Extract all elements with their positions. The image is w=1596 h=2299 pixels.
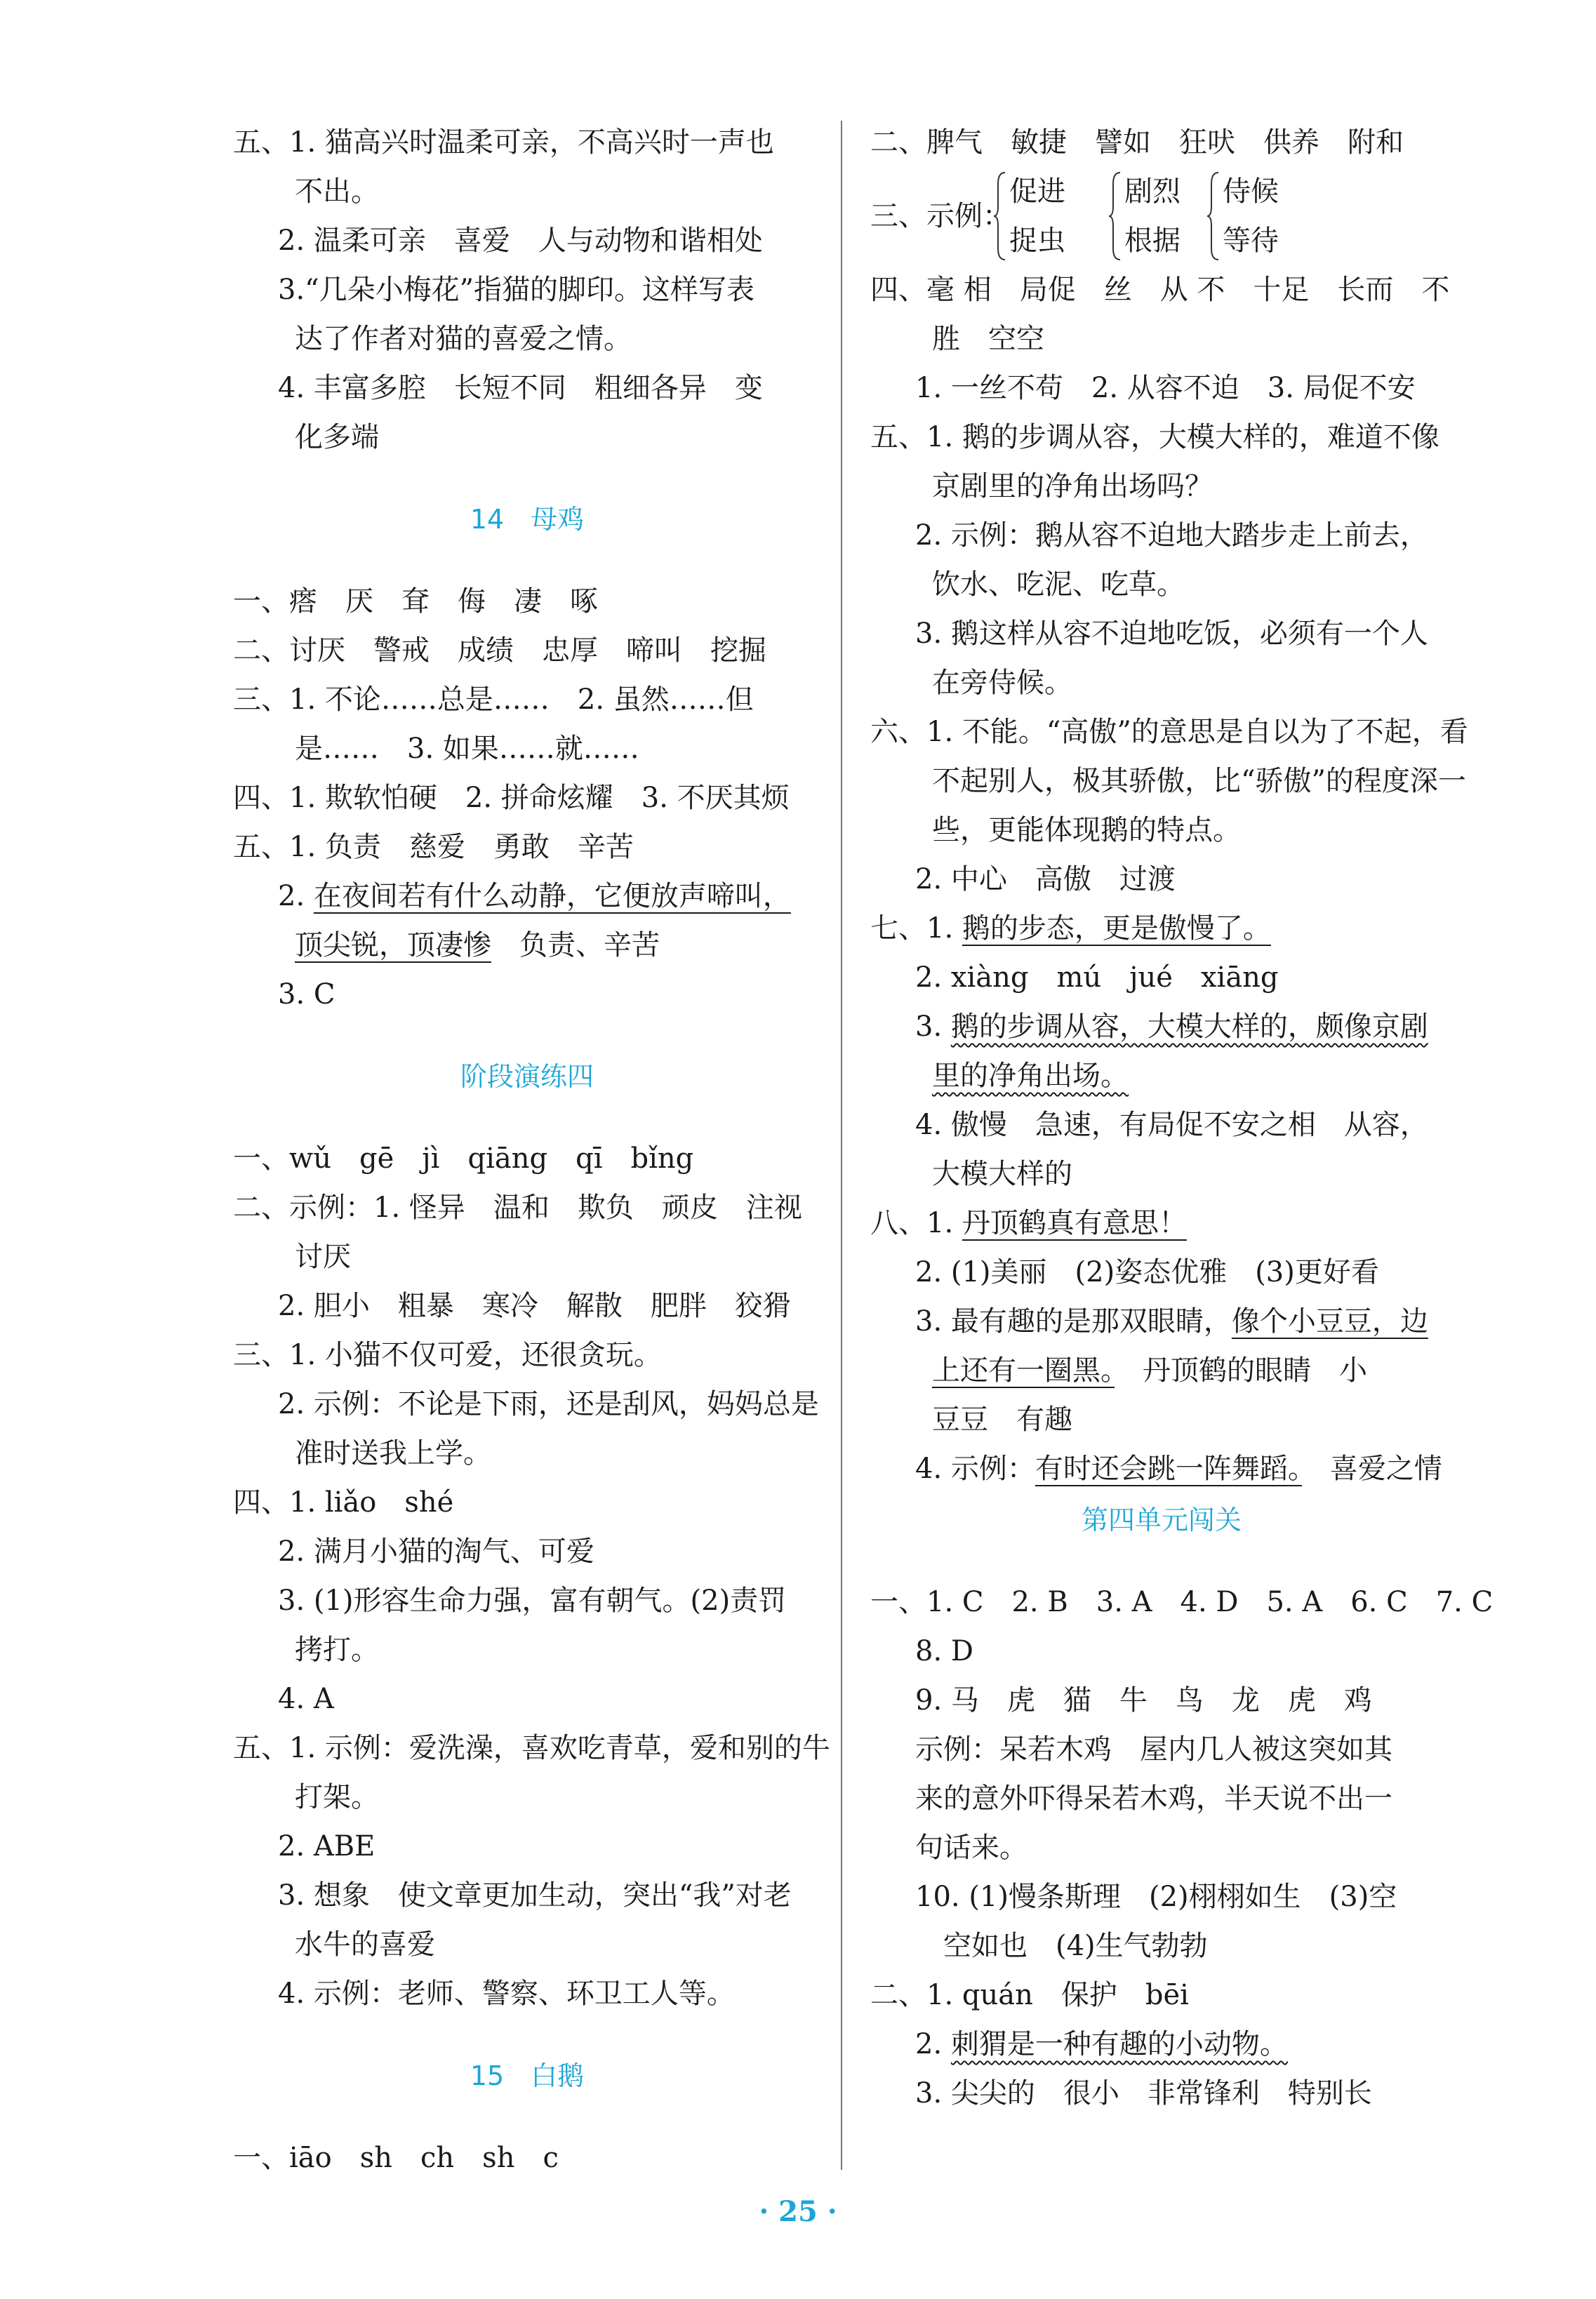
answer-line: 2. xiàng mú jué xiāng [915,961,1279,994]
word: 侍候 [1223,175,1279,208]
answer-line: 4. A [278,1683,334,1715]
answer-line: 七、1. 鹅的步态，更是傲慢了。 [870,912,1271,945]
answer-line: 化多端 [295,421,379,453]
answer-line: 二、讨厌 警戒 成绩 忠厚 啼叫 挖掘 [233,634,766,667]
answer-line: 2. 温柔可亲 喜爱 人与动物和谐相处 [278,225,763,257]
answer-line: 一、1. C 2. B 3. A 4. D 5. A 6. C 7. C [870,1586,1494,1618]
answer-line: 3. 鹅这样从容不迫地吃饭，必须有一个人 [915,618,1428,650]
heading-stage-4: 阶段演练四 [460,1061,594,1092]
underlined-text: 有时还会跳一阵舞蹈。 [1035,1453,1302,1485]
answer-line: 八、1. 丹顶鹤真有意思！ [870,1207,1187,1239]
section-unit4-answers [870,1578,1494,2020]
answer-line: 五、1. 负责 慈爱 勇敢 辛苦 [233,831,634,863]
answer-line: 句话来。 [915,1832,1028,1864]
underlined-text: 在夜间若有什么动静，它便放声啼叫， [313,880,791,912]
answer-line: 四、1. liǎo shé [233,1486,454,1519]
answer-line: 8. D [915,1635,973,1667]
answer-line: 3. 尖尖的 很小 非常锋利 特别长 [915,2077,1372,2110]
left-brace-icon [1207,170,1221,262]
answer-line: 饮水、吃泥、吃草。 [932,568,1185,601]
answer-line: 在旁侍候。 [932,667,1072,699]
word: 促进 [1009,175,1065,208]
example-word-groups [870,167,1453,265]
answer-line: 4. 示例：有时还会跳一阵舞蹈。 喜爱之情 [915,1453,1442,1485]
answer-line: 达了作者对猫的喜爱之情。 [295,323,632,355]
answer-line: 4. 傲慢 急速，有局促不安之相 从容， [915,1109,1428,1141]
answer-line: 空如也 (4)生气勃勃 [943,1930,1208,1962]
answer-line: 2. 刺猬是一种有趣的小动物。 [915,2028,1288,2060]
answer-line: 五、1. 鹅的步调从容，大模大样的，难道不像 [870,421,1439,453]
answer-line: 2. 胆小 粗暴 寒冷 解散 肥胖 狡猾 [278,1290,791,1322]
answer-line: 些，更能体现鹅的特点。 [932,814,1241,846]
answer-line: 2. 示例：鹅从容不迫地大踏步走上前去， [915,519,1428,552]
answer-line: 2. (1)美丽 (2)姿态优雅 (3)更好看 [915,1256,1379,1288]
answer-line: 3. 想象 使文章更加生动，突出“我”对老 [278,1879,792,1912]
answer-line: 豆豆 有趣 [932,1404,1072,1436]
answer-line: 一、瘩 厌 耷 侮 凄 啄 [233,585,598,618]
answer-line: 三、1. 小猫不仅可爱，还很贪玩。 [233,1339,662,1371]
answer-line: 10. (1)慢条斯理 (2)栩栩如生 (3)空 [915,1881,1397,1913]
wavy-underlined-text: 鹅的步调从容，大模大样的，颇像京剧 [950,1011,1428,1043]
answer-line: 顶尖锐，顶凄惨 负责、辛苦 [295,929,660,961]
underlined-text: 丹顶鹤真有意思！ [962,1207,1187,1239]
underlined-text: 像个小豆豆，边 [1231,1305,1428,1338]
answer-line: 一、iāo sh ch sh c [233,2142,559,2174]
answer-line: 来的意外吓得呆若木鸡，半天说不出一 [915,1782,1392,1815]
word: 剧烈 [1124,175,1181,208]
answer-line: 讨厌 [295,1241,351,1273]
answer-line: 4. 示例：老师、警察、环卫工人等。 [278,1978,735,2010]
section-hen-answers [233,577,821,872]
answer-line: 2. 示例：不论是下雨，还是刮风，妈妈总是 [278,1388,819,1420]
answer-line: 3. C [278,978,335,1011]
answer-line: 大模大样的 [932,1158,1072,1190]
answer-line: 3.“几朵小梅花”指猫的脚印。这样写表 [278,274,755,306]
heading-unit-4: 第四单元闯关 [1081,1505,1242,1535]
answer-label: 三、示例： [870,200,1011,232]
word: 根据 [1124,225,1181,257]
underlined-text: 顶尖锐，顶凄惨 [295,929,491,961]
answer-line: 上还有一圈黑。 丹顶鹤的眼睛 小 [932,1354,1367,1387]
answer-line: 9. 马 虎 猫 牛 鸟 龙 虎 鸡 [915,1684,1372,1717]
answer-line: 3. 最有趣的是那双眼睛，像个小豆豆，边 [915,1305,1428,1338]
answer-line: 不起别人，极其骄傲，比“骄傲”的程度深一 [932,765,1466,797]
section-cat-answers [233,118,821,462]
answer-line: 二、脾气 敏捷 譬如 狂吠 供养 附和 [870,126,1404,159]
underlined-text: 上还有一圈黑。 [932,1354,1115,1387]
wavy-underlined-text: 刺猬是一种有趣的小动物。 [950,2028,1288,2060]
answer-line: 五、1. 示例：爱洗澡，喜欢吃青草，爱和别的牛 [233,1732,830,1764]
answer-line: 2. ABE [278,1830,375,1862]
answer-line: 六、1. 不能。“高傲”的意思是自以为了不起，看 [870,716,1468,748]
underlined-text: 鹅的步态，更是傲慢了。 [962,912,1271,945]
column-divider [841,121,842,2170]
heading-14-hen: 14 母鸡 [470,504,585,535]
answer-line: 拷打。 [295,1634,379,1666]
wavy-underlined-text: 里的净角出场。 [932,1060,1129,1092]
right-column [870,118,1494,2118]
answer-line: 二、示例：1. 怪异 温和 欺负 顽皮 注视 [233,1192,802,1224]
answer-line: 三、1. 不论……总是…… 2. 虽然……但 [233,684,754,716]
answer-line [870,1051,1453,1100]
answer-line: 一、wǔ gē jì qiāng qī bǐng [233,1142,694,1175]
answer-line: 京剧里的净角出场吗？ [932,470,1213,502]
answer-line: 3. 鹅的步调从容，大模大样的，颇像京剧 [915,1011,1428,1043]
answer-line: 1. 一丝不苟 2. 从容不迫 3. 局促不安 [915,372,1416,404]
answer-line: 水牛的喜爱 [295,1928,435,1961]
left-brace-icon [994,170,1008,262]
answer-line: 五、1. 猫高兴时温柔可亲，不高兴时一声也 [233,126,774,159]
answer-line: 是…… 3. 如果……就…… [295,733,639,765]
answer-line: 四、毫 相 局促 丝 从 不 十足 长而 不 [870,274,1450,306]
answer-line: 二、1. quán 保护 bēi [870,1979,1189,2011]
answer-line: 示例：呆若木鸡 屋内几人被这突如其 [915,1733,1392,1766]
answer-line: 3. (1)形容生命力强，富有朝气。(2)责罚 [278,1585,787,1617]
answer-line: 四、1. 欺软怕硬 2. 拼命炫耀 3. 不厌其烦 [233,782,790,814]
section-stage4-answers [233,1134,830,2018]
section-goose-part3 [870,265,1468,904]
page-number: · 25 · [759,2195,837,2228]
answer-line: 胜 空空 [932,323,1044,355]
left-brace-icon [1109,170,1123,262]
word: 等待 [1223,225,1279,257]
answer-line: 2. 满月小猫的淘气、可爱 [278,1535,594,1568]
answer-line: 4. 丰富多腔 长短不同 粗细各异 变 [278,372,763,404]
answer-line: 打架。 [295,1781,379,1813]
section-goose-part2 [870,118,1453,167]
answer-line: 准时送我上学。 [295,1437,491,1470]
answer-line: 2. 在夜间若有什么动静，它便放声啼叫， [278,880,791,912]
heading-15-goose: 15 白鹅 [470,2060,585,2091]
answer-line: 不出。 [295,175,379,208]
answer-line: 2. 中心 高傲 过渡 [915,863,1176,895]
left-column [233,118,830,2183]
word: 捉虫 [1009,225,1065,257]
